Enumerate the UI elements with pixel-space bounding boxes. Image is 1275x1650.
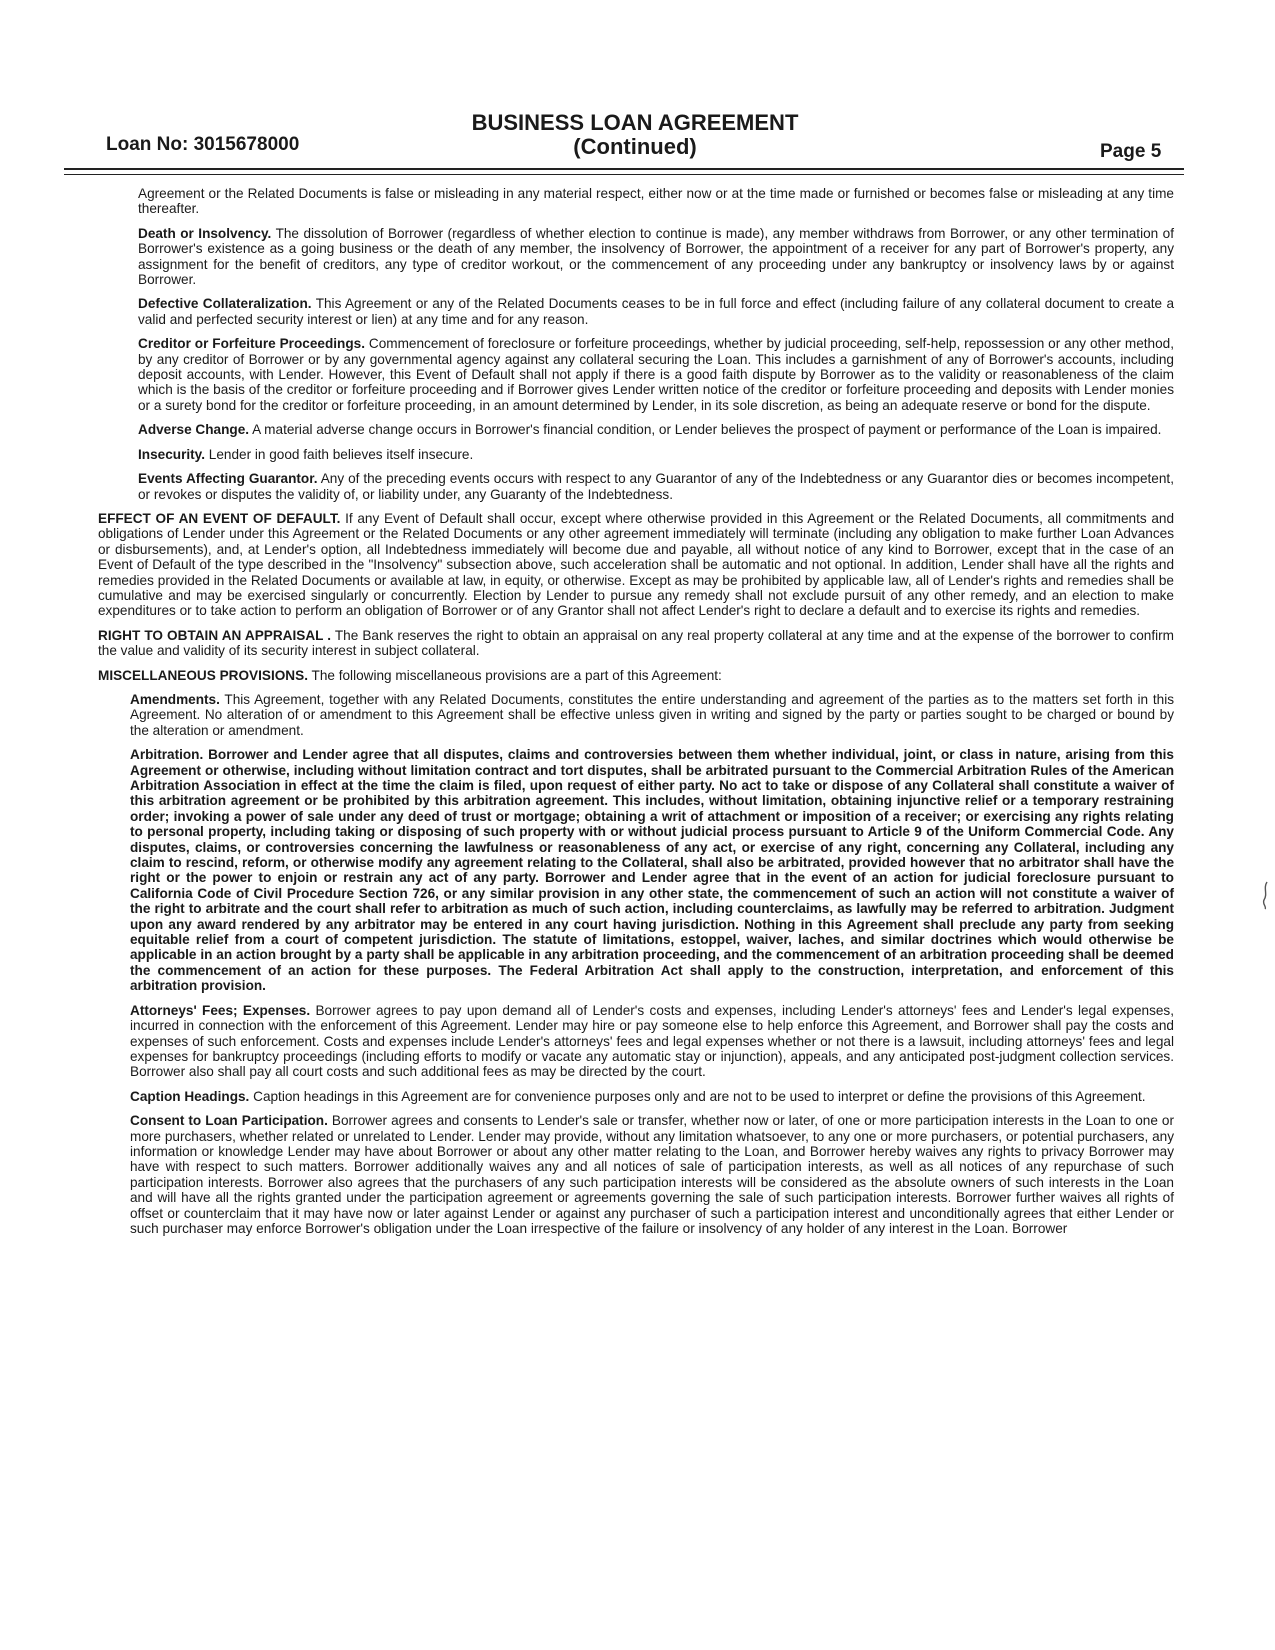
section-arbitration [130, 747, 1174, 994]
section-effect-of-default [98, 511, 1174, 619]
section-attorneys-fees [130, 1003, 1174, 1080]
section-creditor-forfeiture [138, 336, 1174, 413]
section-events-guarantor [138, 471, 1174, 502]
loan-number: Loan No: 3015678000 [106, 134, 300, 155]
section-text: The following miscellaneous provisions are a part of this Agreement: [311, 667, 722, 683]
section-heading: MISCELLANEOUS PROVISIONS. [98, 667, 308, 683]
section-miscellaneous [98, 668, 1174, 683]
section-defective-collateralization [138, 296, 1174, 327]
section-heading: Adverse Change. [138, 422, 250, 438]
section-adverse-change [138, 422, 1174, 437]
section-heading: Amendments. [130, 691, 220, 707]
section-heading: Attorneys' Fees; Expenses. [130, 1002, 311, 1018]
section-death-insolvency [138, 226, 1174, 288]
title-line-2: (Continued) [573, 134, 697, 159]
continued-paragraph: Agreement or the Related Documents is false or misleading in any material respect, either now or at the time made or furnished or becomes false or misleading at any time thereafter. [138, 186, 1174, 217]
section-text: Borrower agrees to pay upon demand all of Lender's costs and expenses, including Lender's attorneys' fees and Lender's legal expenses, incurred in connection with the enforcement of this Agreement. Lender may hire or pay someone else to help enforce this Agreement, and Borrower shall pay the costs and expenses of such enforcement. Costs and expenses include Lender's attorneys' fees and legal expenses whether or not there is a lawsuit, including attorneys' fees and legal expenses for bankruptcy proceedings (including efforts to modify or vacate any automatic stay or injunction), appeals, and any anticipated post-judgment collection services. Borrower also shall pay all court costs and such additional fees as may be directed by the court. [130, 1002, 1175, 1080]
section-text: Commencement of foreclosure or forfeiture proceedings, whether by judicial proceeding, self-help, repossession or any other method, by any creditor of Borrower or by any governmental agency against any collateral securing the Loan. This includes a garnishment of any of Borrower's accounts, including deposit accounts, with Lender. However, this Event of Default shall not apply if there is a good faith dispute by Borrower as to the validity or reasonableness of the claim which is the basis of the creditor or forfeiture proceeding and if Borrower gives Lender written notice of the creditor or forfeiture proceeding and deposits with Lender monies or a surety bond for the creditor or forfeiture proceeding, in an amount determined by Lender, in its sole discretion, as being an adequate reserve or bond for the dispute. [138, 336, 1174, 413]
section-text: Any of the preceding events occurs with respect to any Guarantor of any of the Indebtedness or any Guarantor dies or becomes incompetent, or revokes or disputes the validity of, or liability under, any Guaranty of the Indebtedness. [138, 471, 1174, 502]
section-text: The Bank reserves the right to obtain an appraisal on any real property collateral at any time and at the expense of the borrower to confirm the value and validity of its security interest in subject collateral. [98, 627, 1175, 659]
section-heading: Arbitration. [130, 747, 204, 763]
section-text: This Agreement or any of the Related Documents ceases to be in full force and effect (including failure of any collateral document to create a valid and perfected security interest or lien) at any time and for any reason. [138, 296, 1175, 327]
section-consent-participation [130, 1113, 1174, 1236]
title-line-1: BUSINESS LOAN AGREEMENT [471, 110, 799, 135]
section-text: This Agreement, together with any Related Documents, constitutes the entire understanding and agreement of the parties as to the matters set forth in this Agreement. No alteration of or amendment to this Agreement shall be effective unless given in writing and signed by the party or parties sought to be charged or bound by the alteration or amendment. [130, 691, 1175, 738]
section-text: If any Event of Default shall occur, except where otherwise provided in this Agreement or the Related Documents, all commitments and obligations of Lender under this Agreement or the Related Documents or any other agreement immediately will terminate (including any obligation to make further Loan Advances or disbursements), and, at Lender's option, all Indebtedness immediately will become due and payable, all without notice of any kind to Borrower, except that in the case of an Event of Default of the type described in the "Insolvency" subsection above, such acceleration shall be automatic and not optional. In addition, Lender shall have all the rights and remedies provided in the Related Documents or available at law, in equity, or otherwise. Except as may be prohibited by applicable law, all of Lender's rights and remedies shall be cumulative and may be exercised singularly or concurrently. Election by Lender to pursue any remedy shall not exclude pursuit of any other remedy, and an election to make expenditures or to take action to perform an obligation of Borrower or of any Grantor shall not affect Lender's right to declare a default and to exercise its rights and remedies. [98, 510, 1175, 619]
section-text: The dissolution of Borrower (regardless of whether election to continue is made), any member withdraws from Borrower, or any other termination of Borrower's existence as a going business or the death of any member, the insolvency of Borrower, the appointment of a receiver for any part of Borrower's property, any assignment for the benefit of creditors, any type of creditor workout, or the commencement of any proceeding under any bankruptcy or insolvency laws by or against Borrower. [138, 225, 1175, 288]
margin-mark [1261, 880, 1269, 910]
section-text: Caption headings in this Agreement are for convenience purposes only and are not to be used to interpret or define the provisions of this Agreement. [253, 1088, 1146, 1104]
page-number: Page 5 [1100, 141, 1162, 162]
section-heading: RIGHT TO OBTAIN AN APPRAISAL . [98, 627, 332, 643]
section-heading: Caption Headings. [130, 1088, 250, 1104]
section-heading: Insecurity. [138, 446, 205, 462]
document-title [440, 111, 830, 159]
section-heading: Death or Insolvency. [138, 225, 272, 241]
section-amendments [130, 692, 1174, 738]
section-insecurity [138, 447, 1174, 462]
section-heading: Events Affecting Guarantor. [138, 471, 318, 487]
section-heading: EFFECT OF AN EVENT OF DEFAULT. [98, 510, 341, 526]
section-text: A material adverse change occurs in Borrower's financial condition, or Lender believes the prospect of payment or performance of the Loan is impaired. [252, 422, 1162, 438]
section-text: Lender in good faith believes itself insecure. [208, 446, 474, 462]
header-rule-thick [64, 168, 1184, 170]
section-appraisal [98, 628, 1174, 659]
section-caption-headings [130, 1089, 1174, 1104]
document-body [98, 186, 1174, 1245]
section-text: Borrower and Lender agree that all disputes, claims and controversies between them whether individual, joint, or class in nature, arising from this Agreement or otherwise, including without limitation contract and tort disputes, shall be arbitrated pursuant to the Commercial Arbitration Rules of the American Arbitration Association in effect at the time the claim is filed, upon request of either party. No act to take or dispose of any Collateral shall constitute a waiver of this arbitration agreement or be prohibited by this arbitration agreement. This includes, without limitation, obtaining injunctive relief or a temporary restraining order; invoking a power of sale under any deed of trust or mortgage; obtaining a writ of attachment or imposition of a receiver; or exercising any rights relating to personal property, including taking or disposing of such property with or without judicial process pursuant to Article 9 of the Uniform Commercial Code. Any disputes, claims, or controversies concerning the lawfulness or reasonableness of any act, or exercise of any right, concerning any Collateral, including any claim to rescind, reform, or otherwise modify any agreement relating to the Collateral, shall also be arbitrated, provided however that no arbitrator shall have the right or the power to enjoin or restrain any act of any party. Borrower and Lender agree that in the event of an action for judicial foreclosure pursuant to California Code of Civil Procedure Section 726, or any similar provision in any other state, the commencement of such an action will not constitute a waiver of the right to arbitrate and the court shall refer to arbitration as much of such action, including counterclaims, as lawfully may be referred to arbitration. Judgment upon any award rendered by any arbitrator may be entered in any court having jurisdiction. Nothing in this Agreement shall preclude any party from seeking equitable relief from a court of competent jurisdiction. The statute of limitations, estoppel, waiver, laches, and similar doctrines which would otherwise be applicable in an action brought by a party shall be applicable in any arbitration proceeding, and the commencement of an arbitration proceeding shall be deemed the commencement of an action for these purposes. The Federal Arbitration Act shall apply to the construction, interpretation, and enforcement of this arbitration provision. [130, 747, 1174, 994]
section-text: Borrower agrees and consents to Lender's sale or transfer, whether now or later, of one or more participation interests in the Loan to one or more purchasers, whether related or unrelated to Lender. Lender may provide, without any limitation whatsoever, to any one or more purchasers, or potential purchasers, any information or knowledge Lender may have about Borrower or about any other matter relating to the Loan, and Borrower hereby waives any rights to privacy Borrower may have with respect to such matters. Borrower additionally waives any and all notices of sale of participation interests, as well as all notices of any repurchase of such participation interests. Borrower also agrees that the purchasers of any such participation interests will be considered as the absolute owners of such interests in the Loan and will have all the rights granted under the participation agreement or agreements governing the sale of such participation interests. Borrower further waives all rights of offset or counterclaim that it may have now or later against Lender or against any purchaser of such a participation interest and unconditionally agrees that either Lender or such purchaser may enforce Borrower's obligation under the Loan irrespective of the failure or insolvency of any holder of any interest in the Loan. Borrower [130, 1113, 1174, 1236]
section-heading: Consent to Loan Participation. [130, 1113, 328, 1129]
section-heading: Creditor or Forfeiture Proceedings. [138, 336, 365, 352]
header-rule-thin [64, 174, 1184, 175]
section-heading: Defective Collateralization. [138, 296, 312, 312]
